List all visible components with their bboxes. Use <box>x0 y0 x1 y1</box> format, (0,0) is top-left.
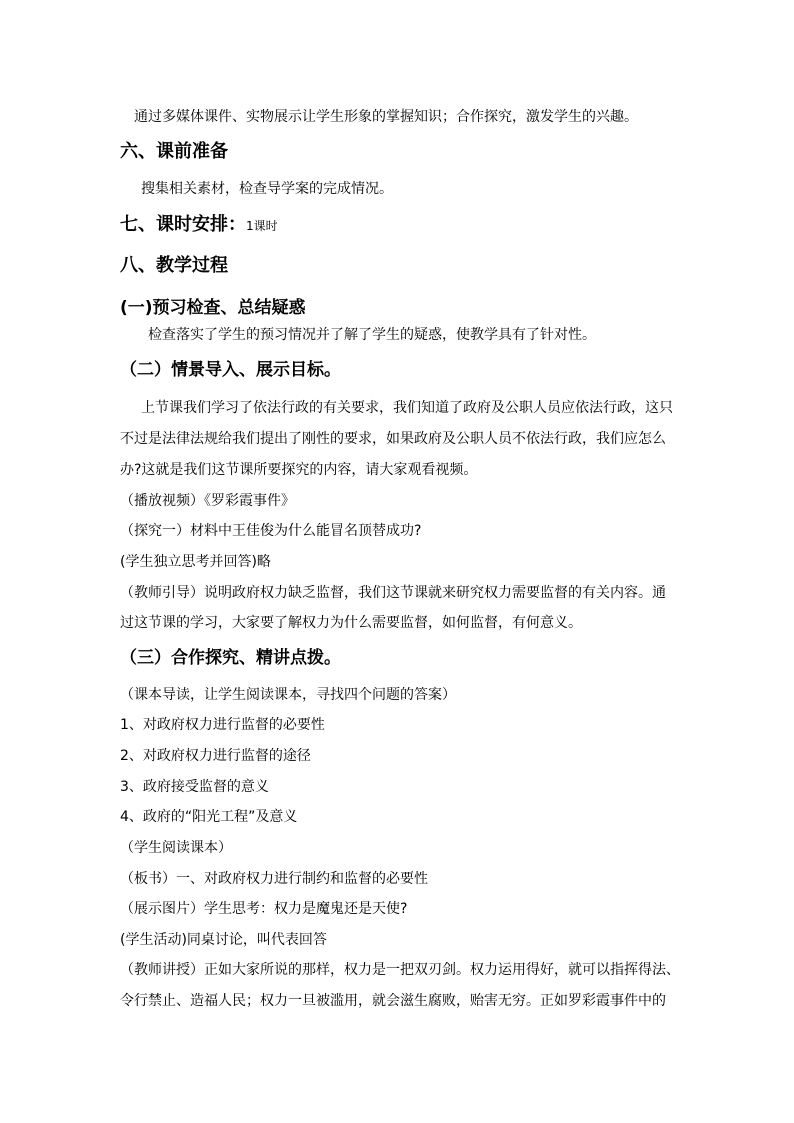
subheading-3: （三）合作探究、精讲点拨。 <box>120 648 341 668</box>
paragraph-line: （教师讲授）正如大家所说的那样，权力是一把双刃剑。权力运用得好，就可以指挥得法、 <box>120 962 680 978</box>
section-heading-8: 八、教学过程 <box>120 255 228 276</box>
paragraph-line: （播放视频）《罗彩霞事件》 <box>120 493 295 509</box>
paragraph-line: 不过是法律法规给我们提出了刚性的要求，如果政府及公职人员不依法行政，我们应怎么 <box>120 431 666 447</box>
paragraph-line: 通过多媒体课件、实物展示让学生形象的掌握知识；合作探究，激发学生的兴趣。 <box>134 109 638 125</box>
subheading-1: (一)预习检查、总结疑惑 <box>120 298 306 318</box>
paragraph-line: (学生活动)同桌讨论，叫代表回答 <box>120 932 327 948</box>
paragraph-line: 过这节课的学习，大家要了解权力为什么需要监督，如何监督，有何意义。 <box>120 615 582 631</box>
paragraph-line: （探究一）材料中王佳俊为什么能冒名顶替成功? <box>120 523 422 539</box>
paragraph-line: 搜集相关素材，检查导学案的完成情况。 <box>141 181 393 197</box>
paragraph-line: （板书）一、对政府权力进行制约和监督的必要性 <box>120 871 428 887</box>
section-heading-6: 六、课前准备 <box>120 141 228 162</box>
paragraph-line: （学生阅读课本） <box>120 840 232 856</box>
list-item: 1、对政府权力进行监督的必要性 <box>120 717 325 733</box>
list-item: 3、政府接受监督的意义 <box>120 779 269 795</box>
list-item: 2、对政府权力进行监督的途径 <box>120 748 311 764</box>
paragraph-line: （展示图片）学生思考：权力是魔鬼还是天使? <box>120 901 408 917</box>
paragraph-line: 检查落实了学生的预习情况并了解了学生的疑惑，使教学具有了针对性。 <box>148 327 596 343</box>
section-heading-7-label: 七、课时安排： <box>120 214 246 235</box>
paragraph-line: (学生独立思考并回答)略 <box>120 554 271 570</box>
section-heading-7 <box>120 210 278 236</box>
paragraph-line: 办?这就是我们这节课所要探究的内容，请大家观看视频。 <box>120 462 478 478</box>
paragraph-line: 上节课我们学习了依法行政的有关要求，我们知道了政府及公职人员应依法行政，这只 <box>141 400 673 416</box>
paragraph-line: 令行禁止、造福人民；权力一旦被滥用，就会滋生腐败，贻害无穷。正如罗彩霞事件中的 <box>120 993 666 1009</box>
subheading-2: （二）情景导入、展示目标。 <box>120 360 341 380</box>
lesson-hours-value: 1课时 <box>246 219 278 233</box>
paragraph-line: （教师引导）说明政府权力缺乏监督，我们这节课就来研究权力需要监督的有关内容。通 <box>120 585 666 601</box>
paragraph-line: （课本导读，让学生阅读课本，寻找四个问题的答案） <box>120 687 456 703</box>
list-item: 4、政府的“阳光工程”及意义 <box>120 809 298 825</box>
